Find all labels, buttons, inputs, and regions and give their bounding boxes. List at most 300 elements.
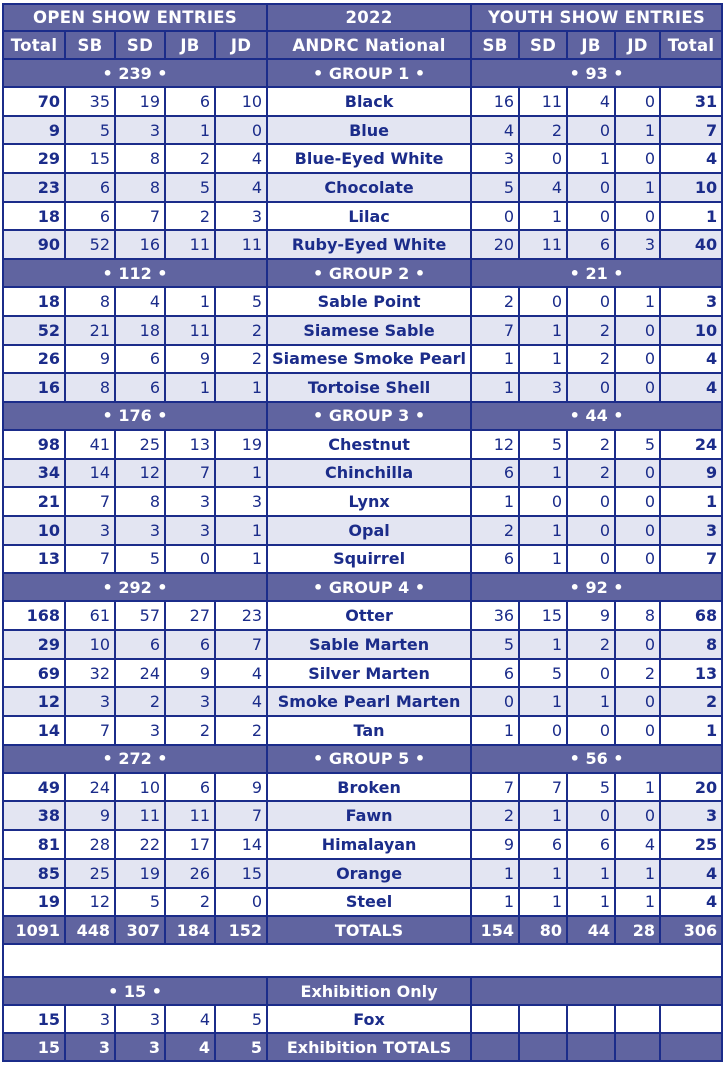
- youth-cell: 4: [660, 888, 722, 917]
- breed-name: Siamese Smoke Pearl: [267, 345, 471, 374]
- youth-cell: 31: [660, 87, 722, 116]
- open-cell: 9: [65, 801, 115, 830]
- youth-blank-cell: [615, 1005, 660, 1033]
- youth-cell: 2: [471, 516, 519, 545]
- group-header-row: [3, 59, 722, 87]
- youth-total-cell: 28: [615, 916, 660, 944]
- youth-cell: 0: [567, 487, 615, 516]
- youth-cell: 2: [567, 630, 615, 659]
- youth-cell: 9: [567, 601, 615, 630]
- open-cell: 69: [3, 659, 65, 688]
- year-title: 2022: [267, 4, 471, 31]
- group-title: • GROUP 1 •: [267, 59, 471, 87]
- open-cell: 4: [215, 687, 267, 716]
- open-cell: 0: [165, 545, 215, 574]
- open-cell: 7: [65, 545, 115, 574]
- youth-cell: 0: [615, 630, 660, 659]
- open-total-cell: 152: [215, 916, 267, 944]
- open-cell: 98: [3, 430, 65, 459]
- open-cell: 9: [215, 773, 267, 802]
- open-cell: 9: [165, 345, 215, 374]
- open-cell: 19: [115, 87, 165, 116]
- open-cell: 6: [65, 173, 115, 202]
- breed-name: Orange: [267, 859, 471, 888]
- open-cell: 61: [65, 601, 115, 630]
- youth-cell: 5: [615, 430, 660, 459]
- youth-cell: 1: [471, 888, 519, 917]
- youth-cell: 1: [567, 859, 615, 888]
- totals-row: [3, 916, 722, 944]
- open-total-cell: 5: [215, 1033, 267, 1061]
- youth-cell: 0: [615, 687, 660, 716]
- breed-name: Opal: [267, 516, 471, 545]
- breed-name: Chocolate: [267, 173, 471, 202]
- open-total-cell: 3: [115, 1033, 165, 1061]
- youth-cell: 2: [567, 459, 615, 488]
- youth-cell: 1: [519, 687, 567, 716]
- open-cell: 2: [165, 144, 215, 173]
- youth-cell: 0: [567, 116, 615, 145]
- youth-cell: 0: [615, 345, 660, 374]
- breed-name: Chestnut: [267, 430, 471, 459]
- youth-cell: 2: [471, 801, 519, 830]
- open-cell: 1: [165, 373, 215, 402]
- youth-cell: 0: [567, 287, 615, 316]
- breed-name: Lilac: [267, 202, 471, 231]
- youth-cell: 1: [567, 888, 615, 917]
- open-cell: 1: [215, 545, 267, 574]
- group-youth-total: • 92 •: [471, 573, 722, 601]
- open-cell: 7: [215, 801, 267, 830]
- open-cell: 12: [3, 687, 65, 716]
- open-cell: 21: [3, 487, 65, 516]
- youth-cell: 4: [615, 830, 660, 859]
- open-cell: 23: [215, 601, 267, 630]
- youth-blank-cell: [660, 1033, 722, 1061]
- breed-name: Squirrel: [267, 545, 471, 574]
- breed-name: Fox: [267, 1005, 471, 1033]
- open-cell: 4: [215, 659, 267, 688]
- youth-cell: 4: [471, 116, 519, 145]
- table-row: [3, 545, 722, 574]
- table-row: [3, 430, 722, 459]
- open-cell: 2: [165, 888, 215, 917]
- group-header-row: [3, 402, 722, 430]
- exhibition-totals-label: Exhibition TOTALS: [267, 1033, 471, 1061]
- table-row: [3, 373, 722, 402]
- youth-col-jd: JD: [615, 31, 660, 59]
- breed-name: Silver Marten: [267, 659, 471, 688]
- breed-name: Broken: [267, 773, 471, 802]
- breed-name: Sable Marten: [267, 630, 471, 659]
- youth-cell: 7: [519, 773, 567, 802]
- youth-cell: 1: [660, 487, 722, 516]
- table-row: [3, 516, 722, 545]
- youth-blank-cell: [471, 1033, 519, 1061]
- youth-cell: 24: [660, 430, 722, 459]
- open-cell: 8: [65, 373, 115, 402]
- youth-cell: 4: [660, 373, 722, 402]
- table-row: [3, 287, 722, 316]
- youth-cell: 6: [471, 459, 519, 488]
- open-cell: 90: [3, 230, 65, 259]
- open-cell: 1: [165, 287, 215, 316]
- breed-name: Fawn: [267, 801, 471, 830]
- open-cell: 11: [165, 801, 215, 830]
- open-cell: 19: [3, 888, 65, 917]
- table-row: [3, 859, 722, 888]
- youth-cell: 40: [660, 230, 722, 259]
- open-cell: 10: [115, 773, 165, 802]
- open-cell: 3: [165, 516, 215, 545]
- table-row: [3, 173, 722, 202]
- youth-cell: 0: [567, 716, 615, 745]
- youth-cell: 1: [519, 888, 567, 917]
- open-col-total: Total: [3, 31, 65, 59]
- open-col-jd: JD: [215, 31, 267, 59]
- breed-name: Ruby-Eyed White: [267, 230, 471, 259]
- table-row: [3, 601, 722, 630]
- open-cell: 14: [215, 830, 267, 859]
- youth-cell: 25: [660, 830, 722, 859]
- breed-name: Siamese Sable: [267, 316, 471, 345]
- youth-cell: 0: [615, 316, 660, 345]
- youth-total-cell: 44: [567, 916, 615, 944]
- youth-blank-cell: [615, 1033, 660, 1061]
- youth-cell: 0: [615, 516, 660, 545]
- open-cell: 11: [165, 316, 215, 345]
- youth-cell: 0: [567, 202, 615, 231]
- youth-cell: 1: [471, 345, 519, 374]
- open-cell: 38: [3, 801, 65, 830]
- youth-cell: 8: [615, 601, 660, 630]
- open-cell: 29: [3, 630, 65, 659]
- open-cell: 3: [165, 687, 215, 716]
- youth-cell: 5: [519, 659, 567, 688]
- table-row: [3, 316, 722, 345]
- youth-cell: 4: [567, 87, 615, 116]
- open-cell: 8: [115, 487, 165, 516]
- open-cell: 1: [215, 516, 267, 545]
- youth-cell: 20: [660, 773, 722, 802]
- open-cell: 3: [115, 716, 165, 745]
- open-cell: 11: [165, 230, 215, 259]
- youth-cell: 0: [519, 487, 567, 516]
- open-cell: 15: [215, 859, 267, 888]
- youth-cell: 3: [660, 801, 722, 830]
- open-cell: 168: [3, 601, 65, 630]
- open-cell: 15: [65, 144, 115, 173]
- open-cell: 3: [115, 1005, 165, 1033]
- youth-cell: 1: [471, 859, 519, 888]
- open-cell: 6: [165, 773, 215, 802]
- group-title: • GROUP 5 •: [267, 745, 471, 773]
- open-cell: 10: [215, 87, 267, 116]
- open-total-cell: 307: [115, 916, 165, 944]
- youth-cell: 0: [615, 545, 660, 574]
- youth-cell: 9: [471, 830, 519, 859]
- youth-cell: 1: [471, 373, 519, 402]
- table-row: [3, 773, 722, 802]
- open-cell: 8: [65, 287, 115, 316]
- group-open-total: • 112 •: [3, 259, 267, 287]
- table-row: [3, 230, 722, 259]
- open-cell: 7: [65, 487, 115, 516]
- group-header-row: [3, 573, 722, 601]
- open-cell: 6: [65, 202, 115, 231]
- breed-name: Lynx: [267, 487, 471, 516]
- open-cell: 6: [165, 630, 215, 659]
- group-header-row: [3, 259, 722, 287]
- open-cell: 5: [115, 545, 165, 574]
- open-cell: 2: [165, 202, 215, 231]
- youth-cell: 1: [615, 773, 660, 802]
- spacer-row: [3, 944, 722, 977]
- youth-cell: 2: [471, 287, 519, 316]
- table-row: [3, 716, 722, 745]
- open-cell: 5: [165, 173, 215, 202]
- youth-cell: 36: [471, 601, 519, 630]
- open-cell: 85: [3, 859, 65, 888]
- youth-total-cell: 154: [471, 916, 519, 944]
- group-title: • GROUP 2 •: [267, 259, 471, 287]
- youth-cell: 3: [615, 230, 660, 259]
- youth-col-sd: SD: [519, 31, 567, 59]
- open-cell: 13: [3, 545, 65, 574]
- group-youth-total: • 56 •: [471, 745, 722, 773]
- open-cell: 26: [3, 345, 65, 374]
- youth-cell: 6: [567, 230, 615, 259]
- totals-label: TOTALS: [267, 916, 471, 944]
- open-cell: 8: [115, 173, 165, 202]
- youth-cell: 5: [471, 173, 519, 202]
- youth-cell: 1: [519, 459, 567, 488]
- open-col-jb: JB: [165, 31, 215, 59]
- youth-cell: 2: [660, 687, 722, 716]
- youth-cell: 11: [519, 87, 567, 116]
- youth-cell: 5: [567, 773, 615, 802]
- table-row: [3, 345, 722, 374]
- youth-cell: 12: [471, 430, 519, 459]
- youth-cell: 1: [660, 716, 722, 745]
- group-youth-total: • 93 •: [471, 59, 722, 87]
- breed-name: Himalayan: [267, 830, 471, 859]
- table-row: [3, 830, 722, 859]
- youth-cell: 7: [660, 545, 722, 574]
- youth-cell: 4: [660, 345, 722, 374]
- breed-name: Otter: [267, 601, 471, 630]
- open-total-cell: 448: [65, 916, 115, 944]
- breed-name: Blue: [267, 116, 471, 145]
- group-title: • GROUP 4 •: [267, 573, 471, 601]
- open-cell: 27: [165, 601, 215, 630]
- youth-show-title: YOUTH SHOW ENTRIES: [471, 4, 722, 31]
- open-col-sb: SB: [65, 31, 115, 59]
- open-cell: 2: [215, 316, 267, 345]
- youth-cell: 0: [615, 487, 660, 516]
- group-open-total: • 272 •: [3, 745, 267, 773]
- open-cell: 34: [3, 459, 65, 488]
- open-cell: 3: [115, 116, 165, 145]
- open-cell: 12: [65, 888, 115, 917]
- open-cell: 8: [115, 144, 165, 173]
- youth-cell: 2: [567, 345, 615, 374]
- open-cell: 22: [115, 830, 165, 859]
- open-col-sd: SD: [115, 31, 165, 59]
- open-cell: 14: [3, 716, 65, 745]
- youth-blank-cell: [660, 1005, 722, 1033]
- youth-cell: 0: [615, 459, 660, 488]
- open-cell: 6: [165, 87, 215, 116]
- open-total-cell: 15: [3, 1033, 65, 1061]
- table-row: [3, 202, 722, 231]
- open-cell: 3: [65, 1005, 115, 1033]
- youth-cell: 13: [660, 659, 722, 688]
- youth-cell: 10: [660, 316, 722, 345]
- open-cell: 9: [65, 345, 115, 374]
- youth-cell: 9: [660, 459, 722, 488]
- table-row: [3, 687, 722, 716]
- open-cell: 2: [215, 716, 267, 745]
- open-cell: 1: [165, 116, 215, 145]
- open-cell: 2: [165, 716, 215, 745]
- open-cell: 13: [165, 430, 215, 459]
- youth-cell: 20: [471, 230, 519, 259]
- youth-cell: 68: [660, 601, 722, 630]
- youth-cell: 1: [519, 545, 567, 574]
- youth-cell: 3: [519, 373, 567, 402]
- exhibition-open-total: • 15 •: [3, 977, 267, 1005]
- breed-name: Black: [267, 87, 471, 116]
- open-total-cell: 3: [65, 1033, 115, 1061]
- open-cell: 11: [115, 801, 165, 830]
- open-cell: 6: [115, 345, 165, 374]
- table-row: [3, 630, 722, 659]
- breed-name: Tortoise Shell: [267, 373, 471, 402]
- open-cell: 5: [215, 1005, 267, 1033]
- open-cell: 2: [215, 345, 267, 374]
- open-cell: 29: [3, 144, 65, 173]
- group-open-total: • 239 •: [3, 59, 267, 87]
- youth-col-sb: SB: [471, 31, 519, 59]
- youth-cell: 0: [615, 373, 660, 402]
- youth-blank-cell: [567, 1005, 615, 1033]
- youth-blank-cell: [567, 1033, 615, 1061]
- group-open-total: • 176 •: [3, 402, 267, 430]
- open-cell: 14: [65, 459, 115, 488]
- open-cell: 23: [3, 173, 65, 202]
- youth-cell: 1: [615, 116, 660, 145]
- youth-total-cell: 306: [660, 916, 722, 944]
- youth-cell: 0: [567, 545, 615, 574]
- youth-blank-cell: [519, 1005, 567, 1033]
- open-cell: 1: [215, 373, 267, 402]
- table-row: [3, 659, 722, 688]
- youth-cell: 3: [660, 287, 722, 316]
- youth-cell: 0: [615, 801, 660, 830]
- youth-cell: 5: [471, 630, 519, 659]
- youth-cell: 1: [519, 859, 567, 888]
- youth-cell: 0: [567, 659, 615, 688]
- open-cell: 26: [165, 859, 215, 888]
- table-row: [3, 801, 722, 830]
- youth-cell: 4: [519, 173, 567, 202]
- open-cell: 9: [3, 116, 65, 145]
- youth-cell: 0: [471, 687, 519, 716]
- breed-name: Sable Point: [267, 287, 471, 316]
- youth-cell: 1: [519, 202, 567, 231]
- youth-cell: 5: [519, 430, 567, 459]
- group-youth-total: • 44 •: [471, 402, 722, 430]
- youth-cell: 1: [519, 316, 567, 345]
- open-total-cell: 184: [165, 916, 215, 944]
- open-cell: 25: [115, 430, 165, 459]
- youth-cell: 10: [660, 173, 722, 202]
- open-cell: 3: [65, 516, 115, 545]
- open-cell: 10: [3, 516, 65, 545]
- youth-cell: 11: [519, 230, 567, 259]
- open-cell: 1: [215, 459, 267, 488]
- open-total-cell: 4: [165, 1033, 215, 1061]
- open-cell: 3: [65, 687, 115, 716]
- open-cell: 6: [115, 630, 165, 659]
- youth-cell: 6: [471, 659, 519, 688]
- open-cell: 6: [115, 373, 165, 402]
- open-cell: 5: [65, 116, 115, 145]
- open-cell: 18: [3, 202, 65, 231]
- youth-cell: 0: [567, 516, 615, 545]
- open-cell: 52: [65, 230, 115, 259]
- youth-cell: 0: [615, 144, 660, 173]
- open-cell: 5: [215, 287, 267, 316]
- open-cell: 4: [215, 173, 267, 202]
- youth-cell: 7: [660, 116, 722, 145]
- header-title-row: [3, 4, 722, 31]
- open-cell: 19: [215, 430, 267, 459]
- open-cell: 0: [215, 116, 267, 145]
- open-cell: 3: [215, 202, 267, 231]
- open-cell: 17: [165, 830, 215, 859]
- youth-cell: 7: [471, 773, 519, 802]
- open-cell: 81: [3, 830, 65, 859]
- open-cell: 18: [3, 287, 65, 316]
- youth-cell: 1: [615, 173, 660, 202]
- open-cell: 10: [65, 630, 115, 659]
- youth-cell: 1: [519, 630, 567, 659]
- youth-cell: 2: [567, 316, 615, 345]
- exhibition-title: Exhibition Only: [267, 977, 471, 1005]
- youth-cell: 1: [660, 202, 722, 231]
- youth-col-total: Total: [660, 31, 722, 59]
- header-column-row: [3, 31, 722, 59]
- center-col-header: ANDRC National: [267, 31, 471, 59]
- youth-col-jb: JB: [567, 31, 615, 59]
- group-youth-total: • 21 •: [471, 259, 722, 287]
- breed-name: Tan: [267, 716, 471, 745]
- open-cell: 52: [3, 316, 65, 345]
- table-row: [3, 116, 722, 145]
- youth-cell: 1: [615, 888, 660, 917]
- youth-cell: 7: [471, 316, 519, 345]
- youth-total-cell: 80: [519, 916, 567, 944]
- youth-cell: 2: [567, 430, 615, 459]
- breed-name: Blue-Eyed White: [267, 144, 471, 173]
- open-cell: 2: [115, 687, 165, 716]
- open-cell: 3: [215, 487, 267, 516]
- youth-cell: 4: [660, 144, 722, 173]
- spacer-cell: [3, 944, 722, 977]
- youth-cell: 16: [471, 87, 519, 116]
